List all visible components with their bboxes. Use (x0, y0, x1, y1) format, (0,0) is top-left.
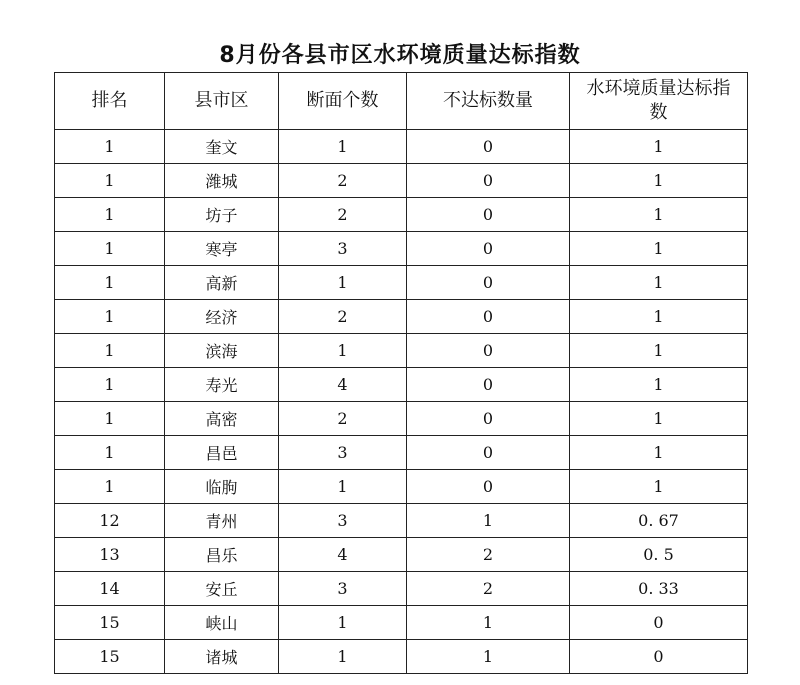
header-district: 县市区 (165, 73, 279, 130)
section-count-cell: 1 (279, 606, 407, 640)
compliance-index-cell: 1 (570, 232, 748, 266)
district-cell: 寒亭 (165, 232, 279, 266)
table-row (55, 504, 748, 538)
header-substandard-count: 不达标数量 (407, 73, 570, 130)
table-row (55, 300, 748, 334)
section-count-cell: 3 (279, 572, 407, 606)
substandard-count-cell: 0 (407, 368, 570, 402)
compliance-index-cell: 1 (570, 436, 748, 470)
table-row (55, 198, 748, 232)
rank-cell: 1 (55, 334, 165, 368)
compliance-index-cell: 1 (570, 402, 748, 436)
table-row (55, 436, 748, 470)
header-compliance-index-text: 水环境质量达标指数 (586, 78, 731, 123)
compliance-index-cell: 1 (570, 130, 748, 164)
header-compliance-index (570, 73, 748, 130)
substandard-count-cell: 0 (407, 436, 570, 470)
section-count-cell: 1 (279, 130, 407, 164)
header-row (55, 73, 748, 130)
water-quality-table (54, 72, 748, 674)
table-row (55, 470, 748, 504)
section-count-cell: 1 (279, 266, 407, 300)
table-row (55, 130, 748, 164)
header-section-count: 断面个数 (279, 73, 407, 130)
table-row (55, 538, 748, 572)
substandard-count-cell: 0 (407, 402, 570, 436)
district-cell: 经济 (165, 300, 279, 334)
table-row (55, 266, 748, 300)
district-cell: 高新 (165, 266, 279, 300)
compliance-index-cell: 1 (570, 334, 748, 368)
compliance-index-cell: 0. 33 (570, 572, 748, 606)
substandard-count-cell: 0 (407, 300, 570, 334)
table-row (55, 572, 748, 606)
table-row (55, 606, 748, 640)
district-cell: 安丘 (165, 572, 279, 606)
section-count-cell: 2 (279, 164, 407, 198)
compliance-index-cell: 0. 5 (570, 538, 748, 572)
compliance-index-cell: 1 (570, 164, 748, 198)
district-cell: 高密 (165, 402, 279, 436)
district-cell: 峡山 (165, 606, 279, 640)
district-cell: 昌乐 (165, 538, 279, 572)
rank-cell: 1 (55, 232, 165, 266)
substandard-count-cell: 0 (407, 198, 570, 232)
substandard-count-cell: 0 (407, 130, 570, 164)
rank-cell: 15 (55, 640, 165, 674)
section-count-cell: 2 (279, 300, 407, 334)
rank-cell: 1 (55, 130, 165, 164)
header-rank: 排名 (55, 73, 165, 130)
compliance-index-cell: 0. 67 (570, 504, 748, 538)
district-cell: 寿光 (165, 368, 279, 402)
rank-cell: 1 (55, 300, 165, 334)
substandard-count-cell: 0 (407, 232, 570, 266)
section-count-cell: 3 (279, 504, 407, 538)
section-count-cell: 2 (279, 198, 407, 232)
section-count-cell: 2 (279, 402, 407, 436)
rank-cell: 1 (55, 266, 165, 300)
district-cell: 诸城 (165, 640, 279, 674)
district-cell: 坊子 (165, 198, 279, 232)
section-count-cell: 1 (279, 334, 407, 368)
section-count-cell: 3 (279, 436, 407, 470)
table-row (55, 232, 748, 266)
rank-cell: 1 (55, 470, 165, 504)
substandard-count-cell: 1 (407, 606, 570, 640)
substandard-count-cell: 2 (407, 538, 570, 572)
table-row (55, 402, 748, 436)
rank-cell: 14 (55, 572, 165, 606)
rank-cell: 13 (55, 538, 165, 572)
table-row (55, 164, 748, 198)
rank-cell: 1 (55, 436, 165, 470)
section-count-cell: 4 (279, 538, 407, 572)
table-row (55, 640, 748, 674)
rank-cell: 1 (55, 368, 165, 402)
district-cell: 青州 (165, 504, 279, 538)
table-title: 8月份各县市区水环境质量达标指数 (219, 43, 581, 68)
compliance-index-cell: 1 (570, 300, 748, 334)
compliance-index-cell: 1 (570, 266, 748, 300)
compliance-index-cell: 0 (570, 640, 748, 674)
district-cell: 潍城 (165, 164, 279, 198)
substandard-count-cell: 1 (407, 640, 570, 674)
substandard-count-cell: 0 (407, 266, 570, 300)
district-cell: 临朐 (165, 470, 279, 504)
table-row (55, 334, 748, 368)
rank-cell: 1 (55, 402, 165, 436)
section-count-cell: 3 (279, 232, 407, 266)
section-count-cell: 1 (279, 640, 407, 674)
table-body (55, 130, 748, 674)
district-cell: 昌邑 (165, 436, 279, 470)
substandard-count-cell: 0 (407, 164, 570, 198)
section-count-cell: 1 (279, 470, 407, 504)
rank-cell: 1 (55, 198, 165, 232)
rank-cell: 12 (55, 504, 165, 538)
substandard-count-cell: 1 (407, 504, 570, 538)
compliance-index-cell: 0 (570, 606, 748, 640)
substandard-count-cell: 2 (407, 572, 570, 606)
section-count-cell: 4 (279, 368, 407, 402)
rank-cell: 15 (55, 606, 165, 640)
substandard-count-cell: 0 (407, 334, 570, 368)
compliance-index-cell: 1 (570, 368, 748, 402)
compliance-index-cell: 1 (570, 198, 748, 232)
substandard-count-cell: 0 (407, 470, 570, 504)
table-row (55, 368, 748, 402)
compliance-index-cell: 1 (570, 470, 748, 504)
district-cell: 滨海 (165, 334, 279, 368)
district-cell: 奎文 (165, 130, 279, 164)
rank-cell: 1 (55, 164, 165, 198)
